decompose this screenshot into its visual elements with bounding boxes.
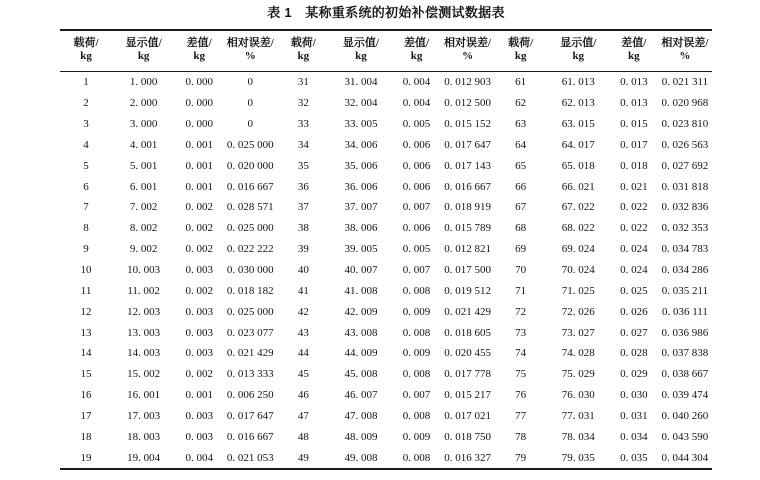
cell-difference: 0. 022 [620,201,648,214]
cell-difference: 0. 008 [402,451,431,464]
cell-load: 73 [515,326,527,339]
cell-difference: 0. 002 [185,368,213,381]
header-line1: 差值/ [186,37,212,49]
cell-load: 64 [515,138,527,151]
cell-difference: 0. 006 [402,222,431,235]
header-load [277,30,329,72]
cell-relative_error: 0. 016 667 [226,430,274,443]
cell-difference: 0. 007 [402,201,431,214]
cell-display_value: 39. 005 [344,243,378,256]
cell-load: 40 [297,264,309,277]
table-row [60,426,712,447]
header-relative_error [441,30,495,72]
cell-difference: 0. 029 [620,368,648,381]
cell-display_value: 37. 007 [344,201,378,214]
cell-relative_error: 0. 021 429 [226,347,274,360]
cell-display_value: 47. 008 [344,409,378,422]
cell-display_value: 49. 008 [344,451,378,464]
cell-difference: 0. 013 [620,97,648,110]
cell-display_value: 69. 024 [561,243,595,256]
cell-load: 32 [297,97,309,110]
cell-relative_error: 0. 032 353 [661,222,709,235]
cell-difference: 0. 005 [402,243,431,256]
header-difference [610,30,658,72]
cell-relative_error: 0. 017 021 [444,409,491,422]
cell-difference: 0. 013 [620,76,648,89]
cell-display_value: 73. 027 [561,326,595,339]
cell-display_value: 19. 004 [127,451,161,464]
cell-load: 33 [297,118,309,131]
cell-difference: 0. 003 [185,430,213,443]
header-line2: kg [193,50,206,62]
cell-difference: 0. 006 [402,159,431,172]
table-row [60,260,712,281]
cell-display_value: 46. 007 [344,389,378,402]
cell-difference: 0. 024 [620,243,648,256]
header-line2: % [244,50,256,62]
table-row [60,322,712,343]
cell-relative_error: 0. 030 000 [226,264,274,277]
header-line2: % [462,50,474,62]
cell-difference: 0. 009 [402,347,431,360]
cell-difference: 0. 000 [185,76,213,89]
header-line1: 载荷/ [508,37,534,49]
header-line1: 差值/ [403,37,430,49]
cell-difference: 0. 008 [402,326,431,339]
cell-load: 19 [80,451,92,464]
cell-load: 34 [297,138,309,151]
cell-load: 46 [297,389,309,402]
cell-load: 6 [83,180,89,193]
cell-display_value: 72. 026 [561,305,595,318]
cell-load: 13 [80,326,92,339]
cell-relative_error: 0. 032 836 [661,201,709,214]
cell-load: 10 [80,264,92,277]
cell-display_value: 42. 009 [344,305,378,318]
cell-display_value: 36. 006 [344,180,378,193]
cell-load: 7 [83,201,89,214]
table-body [60,72,712,470]
cell-load: 18 [80,430,92,443]
cell-difference: 0. 007 [402,264,431,277]
cell-relative_error: 0. 036 986 [661,326,709,339]
header-line1: 相对误差/ [661,37,709,49]
cell-display_value: 8. 002 [129,222,158,235]
header-line2: kg [355,50,367,62]
header-relative_error [658,30,712,72]
header-line2: kg [628,50,640,62]
cell-display_value: 9. 002 [129,243,158,256]
cell-difference: 0. 007 [402,389,431,402]
cell-relative_error: 0. 018 605 [444,326,491,339]
cell-display_value: 78. 034 [561,430,595,443]
cell-display_value: 35. 006 [344,159,378,172]
cell-display_value: 10. 003 [127,264,161,277]
cell-load: 8 [83,222,89,235]
cell-load: 35 [297,159,309,172]
cell-display_value: 66. 021 [561,180,595,193]
cell-relative_error: 0. 043 590 [661,430,709,443]
cell-difference: 0. 022 [620,222,648,235]
table-row [60,301,712,322]
cell-relative_error: 0 [247,118,254,131]
cell-difference: 0. 003 [185,347,213,360]
cell-difference: 0. 015 [620,118,648,131]
cell-difference: 0. 031 [620,409,648,422]
cell-display_value: 68. 022 [561,222,595,235]
cell-difference: 0. 021 [620,180,648,193]
table-row [60,155,712,176]
header-line1: 相对误差/ [444,37,492,49]
table-row [60,385,712,406]
cell-load: 44 [297,347,309,360]
cell-load: 12 [80,305,92,318]
cell-display_value: 7. 002 [129,201,158,214]
cell-load: 31 [297,76,309,89]
cell-display_value: 75. 029 [561,368,595,381]
cell-load: 49 [297,451,309,464]
cell-load: 16 [80,389,92,402]
cell-load: 76 [515,389,527,402]
cell-display_value: 65. 018 [561,159,595,172]
cell-difference: 0. 003 [185,305,213,318]
cell-difference: 0. 025 [620,284,648,297]
cell-display_value: 40. 007 [344,264,378,277]
cell-load: 61 [515,76,527,89]
cell-load: 41 [297,284,309,297]
cell-load: 17 [80,409,92,422]
header-display_value [329,30,392,72]
cell-difference: 0. 017 [620,138,648,151]
table-row [60,114,712,135]
cell-relative_error: 0. 034 783 [661,243,709,256]
cell-display_value: 74. 028 [561,347,595,360]
cell-display_value: 70. 024 [561,264,595,277]
cell-display_value: 45. 008 [344,368,378,381]
cell-display_value: 2. 000 [129,97,158,110]
header-display_value [112,30,175,72]
cell-load: 37 [297,201,309,214]
cell-load: 67 [515,201,527,214]
cell-load: 9 [83,243,89,256]
cell-display_value: 41. 008 [344,284,378,297]
cell-relative_error: 0. 017 778 [444,368,491,381]
cell-relative_error: 0. 017 143 [444,159,491,172]
table-row [60,239,712,260]
cell-load: 2 [83,97,89,110]
cell-difference: 0. 003 [185,326,213,339]
cell-display_value: 18. 003 [127,430,161,443]
cell-display_value: 11. 002 [127,284,160,297]
cell-difference: 0. 006 [402,138,431,151]
table-row [60,364,712,385]
cell-relative_error: 0. 035 211 [661,284,709,297]
cell-load: 14 [80,347,92,360]
cell-display_value: 63. 015 [561,118,595,131]
header-line2: kg [572,50,585,62]
cell-relative_error: 0. 025 000 [226,222,274,235]
table-row [60,93,712,114]
cell-load: 38 [297,222,309,235]
cell-load: 45 [297,368,309,381]
cell-relative_error: 0. 016 667 [226,180,274,193]
cell-difference: 0. 001 [185,180,213,193]
cell-display_value: 79. 035 [561,451,595,464]
cell-display_value: 33. 005 [344,118,378,131]
cell-difference: 0. 004 [185,451,213,464]
cell-relative_error: 0. 023 810 [661,118,709,131]
header-line1: 相对误差/ [226,37,274,49]
cell-relative_error: 0. 028 571 [226,201,274,214]
cell-difference: 0. 028 [620,347,648,360]
cell-display_value: 31. 004 [344,76,378,89]
cell-relative_error: 0. 031 818 [661,180,709,193]
cell-relative_error: 0. 016 667 [444,180,491,193]
cell-display_value: 12. 003 [127,305,161,318]
data-table [60,29,712,470]
cell-relative_error: 0. 018 919 [444,201,491,214]
cell-difference: 0. 034 [620,430,648,443]
cell-difference: 0. 027 [620,326,648,339]
header-line1: 显示值/ [342,37,379,49]
cell-difference: 0. 024 [620,264,648,277]
cell-relative_error: 0. 036 111 [661,305,708,318]
cell-display_value: 62. 013 [561,97,595,110]
cell-display_value: 67. 022 [561,201,595,214]
cell-difference: 0. 001 [185,138,213,151]
cell-load: 3 [83,118,89,131]
header-load [495,30,547,72]
cell-relative_error: 0. 038 667 [661,368,709,381]
cell-display_value: 77. 031 [561,409,595,422]
cell-display_value: 48. 009 [344,430,378,443]
cell-relative_error: 0. 039 474 [661,389,709,402]
cell-load: 48 [297,430,309,443]
header-line2: % [679,50,691,62]
header-line1: 载荷/ [73,37,99,49]
cell-difference: 0. 002 [185,243,213,256]
cell-relative_error: 0. 034 286 [661,264,709,277]
cell-difference: 0. 002 [185,201,213,214]
header-difference [392,30,440,72]
cell-relative_error: 0. 020 000 [226,159,274,172]
cell-relative_error: 0. 017 647 [226,409,274,422]
cell-relative_error: 0. 027 692 [661,159,709,172]
cell-relative_error: 0. 037 838 [661,347,709,360]
cell-load: 47 [297,409,309,422]
cell-difference: 0. 005 [402,118,431,131]
cell-load: 71 [515,284,527,297]
cell-relative_error: 0. 006 250 [226,389,274,402]
cell-difference: 0. 009 [402,305,431,318]
table-row [60,406,712,427]
cell-difference: 0. 006 [402,180,431,193]
header-line2: kg [297,50,310,62]
cell-display_value: 13. 003 [127,326,161,339]
cell-difference: 0. 000 [185,118,213,131]
table-row [60,343,712,364]
cell-relative_error: 0. 021 053 [226,451,274,464]
cell-difference: 0. 004 [402,76,431,89]
cell-relative_error: 0. 018 750 [444,430,491,443]
table-row [60,218,712,239]
cell-relative_error: 0. 021 429 [444,305,491,318]
cell-load: 43 [297,326,309,339]
header-row [60,30,712,72]
cell-relative_error: 0. 017 647 [444,138,491,151]
cell-relative_error: 0. 019 512 [444,284,491,297]
cell-load: 4 [83,138,89,151]
header-line1: 载荷/ [290,37,316,49]
header-line1: 显示值/ [125,37,162,49]
cell-difference: 0. 026 [620,305,648,318]
cell-load: 39 [297,243,309,256]
cell-difference: 0. 008 [402,284,431,297]
header-line2: kg [137,50,150,62]
cell-difference: 0. 002 [185,222,213,235]
table-row [60,447,712,469]
header-line1: 差值/ [621,37,647,49]
cell-relative_error: 0 [247,76,254,89]
cell-difference: 0. 009 [402,430,431,443]
cell-display_value: 15. 002 [127,368,161,381]
cell-load: 63 [515,118,527,131]
cell-difference: 0. 035 [620,451,648,464]
cell-relative_error: 0. 020 455 [444,347,491,360]
cell-relative_error: 0. 025 000 [226,138,274,151]
cell-difference: 0. 000 [185,97,213,110]
table-row [60,176,712,197]
cell-display_value: 1. 000 [129,76,158,89]
cell-relative_error: 0. 025 000 [226,305,274,318]
header-line2: kg [410,50,423,62]
cell-display_value: 34. 006 [344,138,378,151]
cell-relative_error: 0. 023 077 [226,326,274,339]
cell-relative_error: 0. 021 311 [661,76,709,89]
cell-display_value: 4. 001 [129,138,158,151]
header-line1: 显示值/ [560,37,597,49]
cell-load: 42 [297,305,309,318]
cell-display_value: 61. 013 [561,76,595,89]
table-row [60,135,712,156]
cell-display_value: 32. 004 [344,97,378,110]
cell-difference: 0. 008 [402,368,431,381]
cell-relative_error: 0. 020 968 [661,97,709,110]
cell-display_value: 6. 001 [129,180,158,193]
cell-load: 68 [515,222,527,235]
table-row [60,280,712,301]
cell-display_value: 43. 008 [344,326,378,339]
cell-load: 74 [515,347,527,360]
header-relative_error [223,30,277,72]
cell-load: 69 [515,243,527,256]
header-difference [175,30,223,72]
cell-load: 79 [515,451,527,464]
cell-difference: 0. 001 [185,389,213,402]
cell-relative_error: 0. 015 789 [444,222,491,235]
cell-difference: 0. 001 [185,159,213,172]
cell-display_value: 16. 001 [127,389,161,402]
cell-display_value: 3. 000 [129,118,158,131]
cell-difference: 0. 003 [185,264,213,277]
cell-display_value: 44. 009 [344,347,378,360]
cell-load: 15 [80,368,92,381]
cell-load: 75 [515,368,527,381]
cell-difference: 0. 004 [402,97,431,110]
header-display_value [547,30,610,72]
cell-difference: 0. 018 [620,159,648,172]
cell-relative_error: 0. 015 152 [444,118,491,131]
cell-load: 11 [80,284,92,297]
cell-relative_error: 0. 040 260 [661,409,709,422]
cell-relative_error: 0. 012 500 [444,97,491,110]
cell-display_value: 38. 006 [344,222,378,235]
cell-relative_error: 0. 026 563 [661,138,709,151]
cell-display_value: 5. 001 [129,159,158,172]
cell-relative_error: 0. 013 333 [226,368,274,381]
table-caption: 表 1 某称重系统的初始补偿测试数据表 [267,5,505,20]
cell-load: 5 [83,159,89,172]
cell-difference: 0. 030 [620,389,648,402]
cell-load: 66 [515,180,527,193]
cell-load: 70 [515,264,527,277]
cell-load: 1 [83,76,89,89]
cell-display_value: 14. 003 [127,347,161,360]
cell-relative_error: 0. 017 500 [444,264,491,277]
cell-load: 62 [515,97,527,110]
cell-relative_error: 0 [247,97,254,110]
header-line2: kg [514,50,527,62]
cell-difference: 0. 003 [185,409,213,422]
cell-display_value: 76. 030 [561,389,595,402]
cell-display_value: 64. 017 [561,138,595,151]
table-row [60,197,712,218]
cell-difference: 0. 008 [402,409,431,422]
cell-display_value: 71. 025 [561,284,595,297]
table-row [60,72,712,93]
cell-difference: 0. 002 [185,284,213,297]
cell-relative_error: 0. 012 821 [444,243,491,256]
cell-load: 36 [297,180,309,193]
cell-load: 65 [515,159,527,172]
cell-load: 72 [515,305,527,318]
cell-relative_error: 0. 022 222 [226,243,274,256]
cell-relative_error: 0. 044 304 [661,451,709,464]
cell-relative_error: 0. 015 217 [444,389,491,402]
cell-load: 77 [515,409,527,422]
cell-relative_error: 0. 016 327 [444,451,491,464]
cell-relative_error: 0. 018 182 [226,284,274,297]
cell-relative_error: 0. 012 903 [444,76,491,89]
cell-display_value: 17. 003 [127,409,161,422]
header-load [60,30,112,72]
header-line2: kg [80,50,92,62]
cell-load: 78 [515,430,527,443]
